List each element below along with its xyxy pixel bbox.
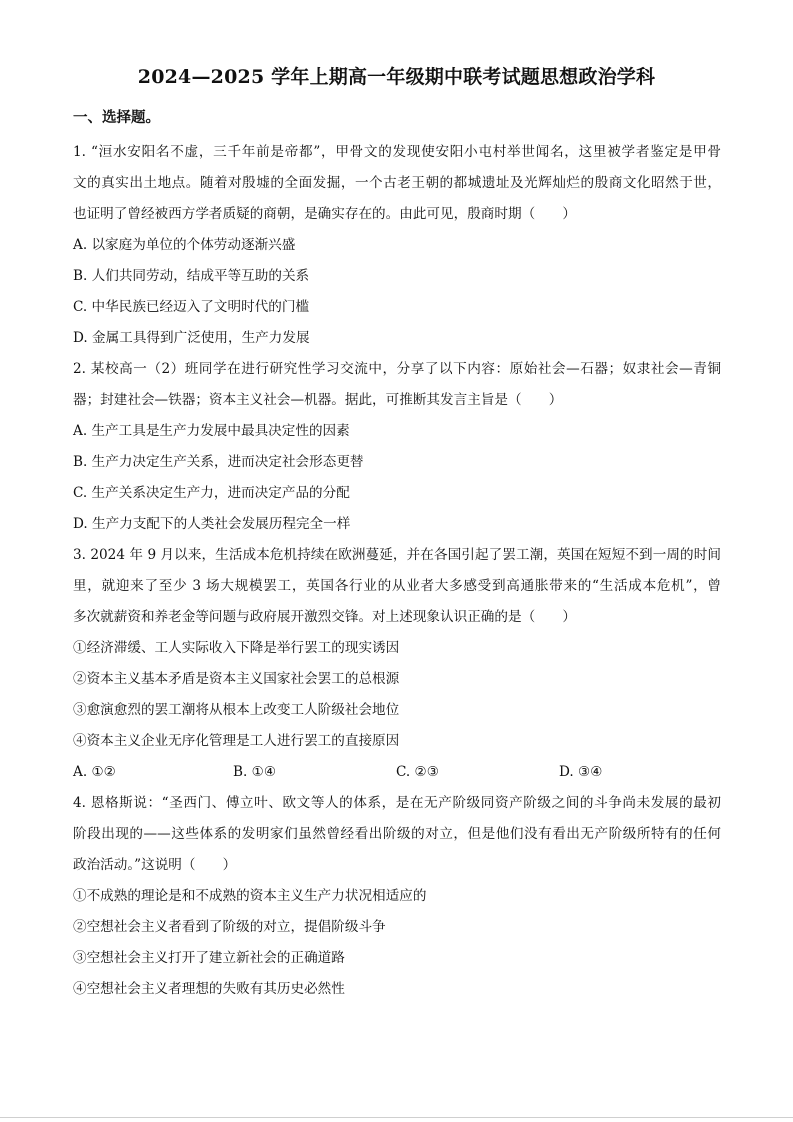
q3-choice-b: B. ①④	[233, 764, 277, 780]
q2-stem-line-2: 器；封建社会—铁器；资本主义社会—机器。据此，可推断其发言主旨是（ ）	[73, 392, 563, 408]
q2-option-b: B. 生产力决定生产关系，进而决定社会形态更替	[73, 454, 364, 470]
q2-stem-line-1: 2. 某校高一（2）班同学在进行研究性学习交流中，分享了以下内容：原始社会—石器；奴隶社会—青铜	[73, 361, 721, 377]
q4-stem-line-3: 政治活动。”这说明（ ）	[73, 857, 237, 873]
q4-statement-2: ②空想社会主义者看到了阶级的对立，提倡阶级斗争	[73, 919, 386, 935]
exam-title: 2024—2025 学年上期高一年级期中联考试题思想政治学科	[137, 66, 656, 88]
q3-choice-d: D. ③④	[559, 764, 603, 780]
q3-stem-line-1: 3. 2024 年 9 月以来，生活成本危机持续在欧洲蔓延，并在各国引起了罢工潮，英国在短短不到一周的时间	[73, 547, 721, 563]
q2-option-d: D. 生产力支配下的人类社会发展历程完全一样	[73, 516, 351, 532]
q1-option-a: A. 以家庭为单位的个体劳动逐渐兴盛	[73, 237, 296, 253]
q3-statement-1: ①经济滞缓、工人实际收入下降是举行罢工的现实诱因	[73, 640, 400, 656]
q1-option-d: D. 金属工具得到广泛使用，生产力发展	[73, 330, 310, 346]
q3-statement-4: ④资本主义企业无序化管理是工人进行罢工的直接原因	[73, 733, 400, 749]
q4-stem-line-1: 4. 恩格斯说：“圣西门、傅立叶、欧文等人的体系，是在无产阶级同资产阶级之间的斗争尚未发展的最初	[73, 795, 721, 811]
q1-stem-line-2: 文的真实出土地点。随着对殷墟的全面发掘，一个古老王朝的都城遗址及光辉灿烂的殷商文化昭然于世，	[73, 175, 721, 191]
q4-statement-4: ④空想社会主义者理想的失败有其历史必然性	[73, 981, 345, 997]
q3-statement-2: ②资本主义基本矛盾是资本主义国家社会罢工的总根源	[73, 671, 400, 687]
q3-statement-3: ③愈演愈烈的罢工潮将从根本上改变工人阶级社会地位	[73, 702, 400, 718]
q3-stem-line-2: 里，就迎来了至少 3 场大规模罢工，英国各行业的从业者大多感受到高通胀带来的“生活成本危机”，曾	[73, 578, 721, 594]
page-bottom-divider	[0, 1117, 793, 1118]
q4-stem-line-2: 阶段出现的——这些体系的发明家们虽然曾经看出阶级的对立，但是他们没有看出无产阶级所特有的任何	[73, 826, 721, 842]
q2-option-c: C. 生产关系决定生产力，进而决定产品的分配	[73, 485, 350, 501]
q4-statement-3: ③空想社会主义打开了建立新社会的正确道路	[73, 950, 345, 966]
q1-stem-line-3: 也证明了曾经被西方学者质疑的商朝，是确实存在的。由此可见，殷商时期（ ）	[73, 206, 576, 222]
q3-choice-a: A. ①②	[73, 764, 116, 780]
section-heading: 一、选择题。	[73, 109, 160, 126]
q3-stem-line-3: 多次就薪资和养老金等问题与政府展开激烈交锋。对上述现象认识正确的是（ ）	[73, 609, 576, 625]
q2-option-a: A. 生产工具是生产力发展中最具决定性的因素	[73, 423, 350, 439]
q3-choice-c: C. ②③	[396, 764, 439, 780]
q4-statement-1: ①不成熟的理论是和不成熟的资本主义生产力状况相适应的	[73, 888, 427, 904]
q1-stem-line-1: 1. “洹水安阳名不虚，三千年前是帝都”，甲骨文的发现使安阳小屯村举世闻名，这里被学者鉴定是甲骨	[73, 144, 721, 160]
q1-option-c: C. 中华民族已经迈入了文明时代的门槛	[73, 299, 310, 315]
q1-option-b: B. 人们共同劳动，结成平等互助的关系	[73, 268, 310, 284]
